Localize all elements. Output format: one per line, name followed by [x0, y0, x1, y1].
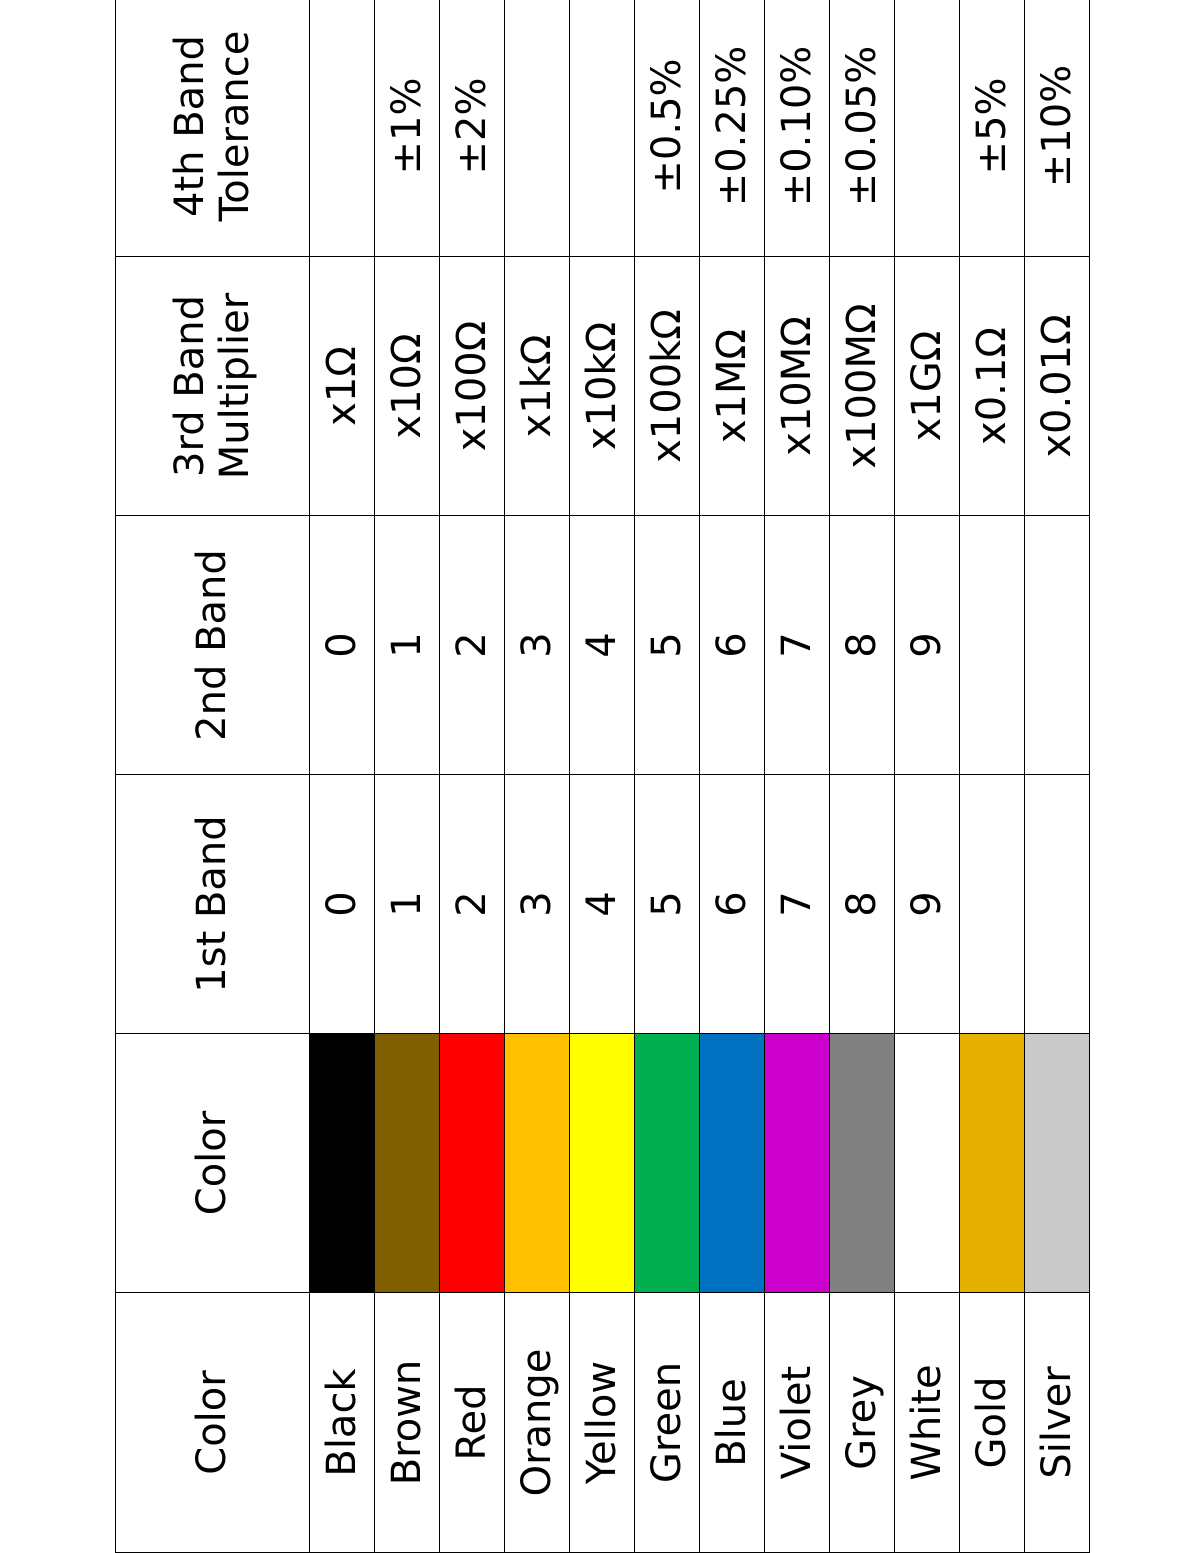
- multiplier-value: x10Ω: [383, 333, 430, 439]
- tolerance-cell: [635, 0, 700, 257]
- first-band-cell: [1025, 775, 1090, 1034]
- color-name-cell: [440, 1293, 505, 1553]
- second-band-cell: [375, 516, 440, 775]
- multiplier-value: x1kΩ: [513, 334, 560, 438]
- color-swatch: [440, 1034, 505, 1293]
- first-band-cell: [375, 775, 440, 1034]
- color-name-cell: [960, 1293, 1025, 1553]
- second-band-digit: 8: [838, 632, 885, 658]
- color-name: Brown: [383, 1359, 430, 1486]
- header-tolerance-line2: Tolerance: [211, 30, 258, 222]
- second-band-cell: [570, 516, 635, 775]
- color-name: Grey: [838, 1375, 885, 1470]
- multiplier-cell: [960, 257, 1025, 516]
- header-first-band: [116, 775, 310, 1034]
- tolerance-cell: [895, 0, 960, 257]
- header-color-name: [116, 1293, 310, 1553]
- tolerance-value: ±1%: [383, 77, 430, 175]
- second-band-digit: 9: [903, 632, 950, 658]
- first-band-cell: [895, 775, 960, 1034]
- color-swatch: [635, 1034, 700, 1293]
- second-band-cell: [310, 516, 375, 775]
- color-name-cell: [1025, 1293, 1090, 1553]
- resistor-color-code-table: [115, 0, 1090, 1553]
- tolerance-cell: [700, 0, 765, 257]
- table-row-violet: [765, 0, 830, 1553]
- color-name-cell: [570, 1293, 635, 1553]
- second-band-digit: 3: [513, 632, 560, 658]
- header-multiplier-line2: Multiplier: [211, 292, 258, 480]
- color-swatch: [310, 1034, 375, 1293]
- color-swatch: [505, 1034, 570, 1293]
- second-band-cell: [1025, 516, 1090, 775]
- table-row-orange: [505, 0, 570, 1553]
- color-name: Violet: [773, 1365, 820, 1480]
- second-band-cell: [960, 516, 1025, 775]
- first-band-digit: 1: [383, 891, 430, 917]
- tolerance-cell: [830, 0, 895, 257]
- color-swatch: [375, 1034, 440, 1293]
- color-name-cell: [700, 1293, 765, 1553]
- multiplier-cell: [375, 257, 440, 516]
- color-name: Blue: [708, 1378, 755, 1467]
- first-band-cell: [505, 775, 570, 1034]
- color-name-cell: [895, 1293, 960, 1553]
- tolerance-cell: [310, 0, 375, 257]
- tolerance-value: ±0.25%: [708, 45, 755, 207]
- second-band-digit: 4: [578, 632, 625, 658]
- multiplier-cell: [1025, 257, 1090, 516]
- color-swatch: [895, 1034, 960, 1293]
- header-color-swatch: [116, 1034, 310, 1293]
- first-band-cell: [440, 775, 505, 1034]
- second-band-cell: [635, 516, 700, 775]
- header-tolerance: [116, 0, 310, 257]
- color-name-cell: [310, 1293, 375, 1553]
- color-name-cell: [765, 1293, 830, 1553]
- first-band-digit: 9: [903, 891, 950, 917]
- multiplier-cell: [570, 257, 635, 516]
- multiplier-value: x100kΩ: [643, 309, 690, 463]
- multiplier-cell: [635, 257, 700, 516]
- tolerance-cell: [375, 0, 440, 257]
- second-band-cell: [765, 516, 830, 775]
- tolerance-value: ±0.5%: [643, 58, 690, 194]
- multiplier-value: x1MΩ: [708, 328, 755, 444]
- tolerance-value: ±0.10%: [773, 45, 820, 207]
- color-name: Green: [643, 1361, 690, 1484]
- tolerance-cell: [960, 0, 1025, 257]
- header-second-band: [116, 516, 310, 775]
- header-tolerance-line1: 4th Band: [166, 35, 213, 217]
- tolerance-cell: [1025, 0, 1090, 257]
- multiplier-cell: [765, 257, 830, 516]
- second-band-digit: 0: [318, 632, 365, 658]
- color-name: Yellow: [578, 1360, 625, 1485]
- first-band-cell: [635, 775, 700, 1034]
- first-band-cell: [570, 775, 635, 1034]
- color-name: White: [903, 1364, 950, 1481]
- header-color-swatch-text: Color: [189, 1110, 236, 1216]
- header-second-band-text: 2nd Band: [189, 549, 236, 741]
- first-band-cell: [765, 775, 830, 1034]
- table-row-white: [895, 0, 960, 1553]
- first-band-digit: 6: [708, 891, 755, 917]
- multiplier-value: x10MΩ: [773, 316, 820, 456]
- multiplier-cell: [700, 257, 765, 516]
- color-name: Red: [448, 1384, 495, 1461]
- header-multiplier: [116, 257, 310, 516]
- second-band-cell: [700, 516, 765, 775]
- second-band-cell: [830, 516, 895, 775]
- color-swatch: [960, 1034, 1025, 1293]
- multiplier-value: x1GΩ: [903, 330, 950, 442]
- table-row-green: [635, 0, 700, 1553]
- table-row-brown: [375, 0, 440, 1553]
- multiplier-value: x100MΩ: [838, 303, 885, 469]
- first-band-digit: 7: [773, 891, 820, 917]
- color-name-cell: [375, 1293, 440, 1553]
- tolerance-value: ±2%: [448, 77, 495, 175]
- first-band-digit: 0: [318, 891, 365, 917]
- color-name: Gold: [968, 1376, 1015, 1469]
- table-row-grey: [830, 0, 895, 1553]
- second-band-digit: 5: [643, 632, 690, 658]
- multiplier-cell: [440, 257, 505, 516]
- table-row-black: [310, 0, 375, 1553]
- multiplier-value: x100Ω: [448, 320, 495, 452]
- color-name: Silver: [1033, 1366, 1080, 1479]
- table-row-gold: [960, 0, 1025, 1553]
- table-row-blue: [700, 0, 765, 1553]
- multiplier-cell: [310, 257, 375, 516]
- multiplier-value: x0.1Ω: [968, 327, 1015, 445]
- color-name-cell: [635, 1293, 700, 1553]
- tolerance-value: ±10%: [1033, 64, 1080, 188]
- table-row-silver: [1025, 0, 1090, 1553]
- tolerance-cell: [505, 0, 570, 257]
- first-band-digit: 8: [838, 891, 885, 917]
- color-name: Black: [318, 1368, 365, 1477]
- tolerance-cell: [440, 0, 505, 257]
- color-swatch: [765, 1034, 830, 1293]
- second-band-digit: 1: [383, 632, 430, 658]
- first-band-cell: [830, 775, 895, 1034]
- multiplier-cell: [830, 257, 895, 516]
- first-band-cell: [960, 775, 1025, 1034]
- rotated-table-wrapper: [115, 0, 1085, 1553]
- second-band-cell: [440, 516, 505, 775]
- first-band-digit: 2: [448, 891, 495, 917]
- second-band-digit: 6: [708, 632, 755, 658]
- first-band-digit: 4: [578, 891, 625, 917]
- header-first-band-text: 1st Band: [189, 815, 236, 993]
- multiplier-value: x1Ω: [318, 346, 365, 426]
- header-color-name-text: Color: [189, 1370, 236, 1475]
- first-band-cell: [310, 775, 375, 1034]
- tolerance-cell: [570, 0, 635, 257]
- color-name-cell: [830, 1293, 895, 1553]
- color-swatch: [1025, 1034, 1090, 1293]
- multiplier-cell: [895, 257, 960, 516]
- second-band-cell: [895, 516, 960, 775]
- tolerance-value: ±5%: [968, 77, 1015, 175]
- color-name-cell: [505, 1293, 570, 1553]
- color-swatch: [830, 1034, 895, 1293]
- color-swatch: [700, 1034, 765, 1293]
- second-band-cell: [505, 516, 570, 775]
- tolerance-cell: [765, 0, 830, 257]
- resistor-color-code-table-area: [115, 0, 1085, 1553]
- second-band-digit: 2: [448, 632, 495, 658]
- multiplier-cell: [505, 257, 570, 516]
- multiplier-value: x0.01Ω: [1033, 314, 1080, 458]
- first-band-cell: [700, 775, 765, 1034]
- tolerance-value: ±0.05%: [838, 45, 885, 207]
- first-band-digit: 5: [643, 891, 690, 917]
- color-name: Orange: [513, 1348, 560, 1497]
- table-row-yellow: [570, 0, 635, 1553]
- second-band-digit: 7: [773, 632, 820, 658]
- color-swatch: [570, 1034, 635, 1293]
- multiplier-value: x10kΩ: [578, 321, 625, 451]
- table-row-red: [440, 0, 505, 1553]
- first-band-digit: 3: [513, 891, 560, 917]
- header-row: [116, 0, 310, 1553]
- header-multiplier-line1: 3rd Band: [166, 295, 213, 477]
